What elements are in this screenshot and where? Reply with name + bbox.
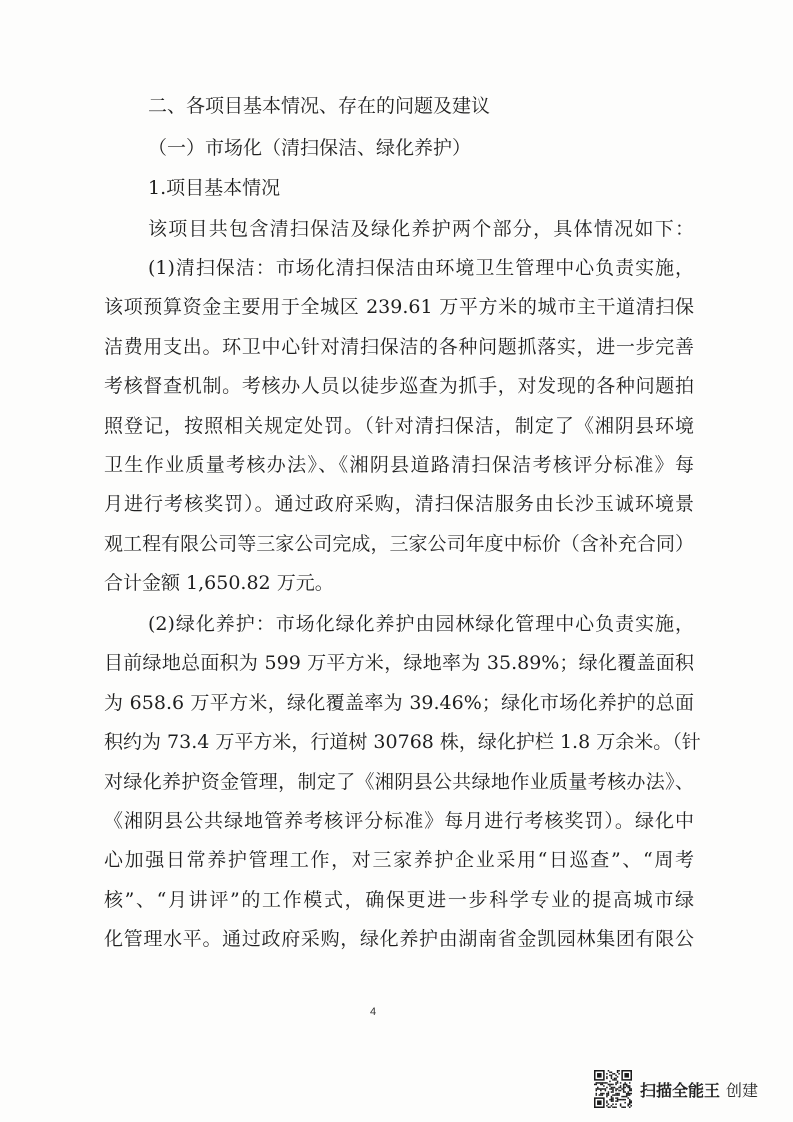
greening-paragraph bbox=[104, 605, 701, 960]
subsection-heading: （一）市场化（清扫保洁、绿化养护） bbox=[148, 137, 472, 160]
watermark-brand: 扫描全能王 bbox=[640, 1080, 721, 1100]
body-line: 心加强日常养护管理工作，对三家养护企业采用“日巡查”、“周考 bbox=[104, 849, 694, 872]
scanner-watermark bbox=[594, 1068, 758, 1110]
body-line: 卫生作业质量考核办法》、《湘阴县道路清扫保洁考核评分标准》每 bbox=[104, 454, 694, 477]
body-line: (1)清扫保洁：市场化清扫保洁由环境卫生管理中心负责实施， bbox=[148, 257, 694, 280]
watermark-action: 创建 bbox=[726, 1080, 759, 1100]
body-line: 洁费用支出。环卫中心针对清扫保洁的各种问题抓落实，进一步完善 bbox=[104, 335, 694, 358]
watermark-text bbox=[640, 1078, 758, 1101]
body-line: 目前绿地总面积为 599 万平方米，绿地率为 35.89%；绿化覆盖面积 bbox=[104, 652, 694, 675]
body-line: 考核督查机制。考核办人员以徒步巡查为抓手，对发现的各种问题拍 bbox=[104, 375, 694, 398]
body-line: 积约为 73.4 万平方米，行道树 30768 株，绿化护栏 1.8 万余米。（针 bbox=[104, 731, 701, 754]
qr-code-icon bbox=[594, 1070, 632, 1108]
section-heading: 二、各项目基本情况、存在的问题及建议 bbox=[148, 95, 491, 117]
body-line: 合计金额 1,650.82 万元。 bbox=[104, 572, 334, 595]
body-line: 照登记，按照相关规定处罚。（针对清扫保洁，制定了《湘阴县环境 bbox=[104, 414, 694, 437]
body-line: 核”、“月讲评”的工作模式，确保更进一步科学专业的提高城市绿 bbox=[104, 888, 694, 911]
intro-paragraph: 该项目共包含清扫保洁及绿化养护两个部分，具体情况如下： bbox=[148, 217, 694, 240]
body-line: 观工程有限公司等三家公司完成，三家公司年度中标价（含补充合同） bbox=[104, 532, 694, 555]
body-line: 为 658.6 万平方米，绿化覆盖率为 39.46%；绿化市场化养护的总面 bbox=[104, 691, 694, 714]
cleaning-paragraph bbox=[104, 249, 694, 604]
body-line: 该项预算资金主要用于全城区 239.61 万平方米的城市主干道清扫保 bbox=[104, 296, 694, 319]
body-line: 月进行考核奖罚）。通过政府采购，清扫保洁服务由长沙玉诚环境景 bbox=[104, 493, 694, 516]
body-line: 化管理水平。通过政府采购，绿化养护由湖南省金凯园林集团有限公 bbox=[104, 928, 694, 951]
body-line: (2)绿化养护：市场化绿化养护由园林绿化管理中心负责实施， bbox=[148, 613, 694, 636]
item-title: 1.项目基本情况 bbox=[148, 176, 281, 199]
body-line: 对绿化养护资金管理，制定了《湘阴县公共绿地作业质量考核办法》、 bbox=[104, 770, 694, 793]
document-body bbox=[104, 87, 701, 960]
body-line: 《湘阴县公共绿地管养考核评分标准》每月进行考核奖罚）。绿化中 bbox=[104, 810, 694, 833]
page-number: 4 bbox=[369, 1006, 377, 1018]
